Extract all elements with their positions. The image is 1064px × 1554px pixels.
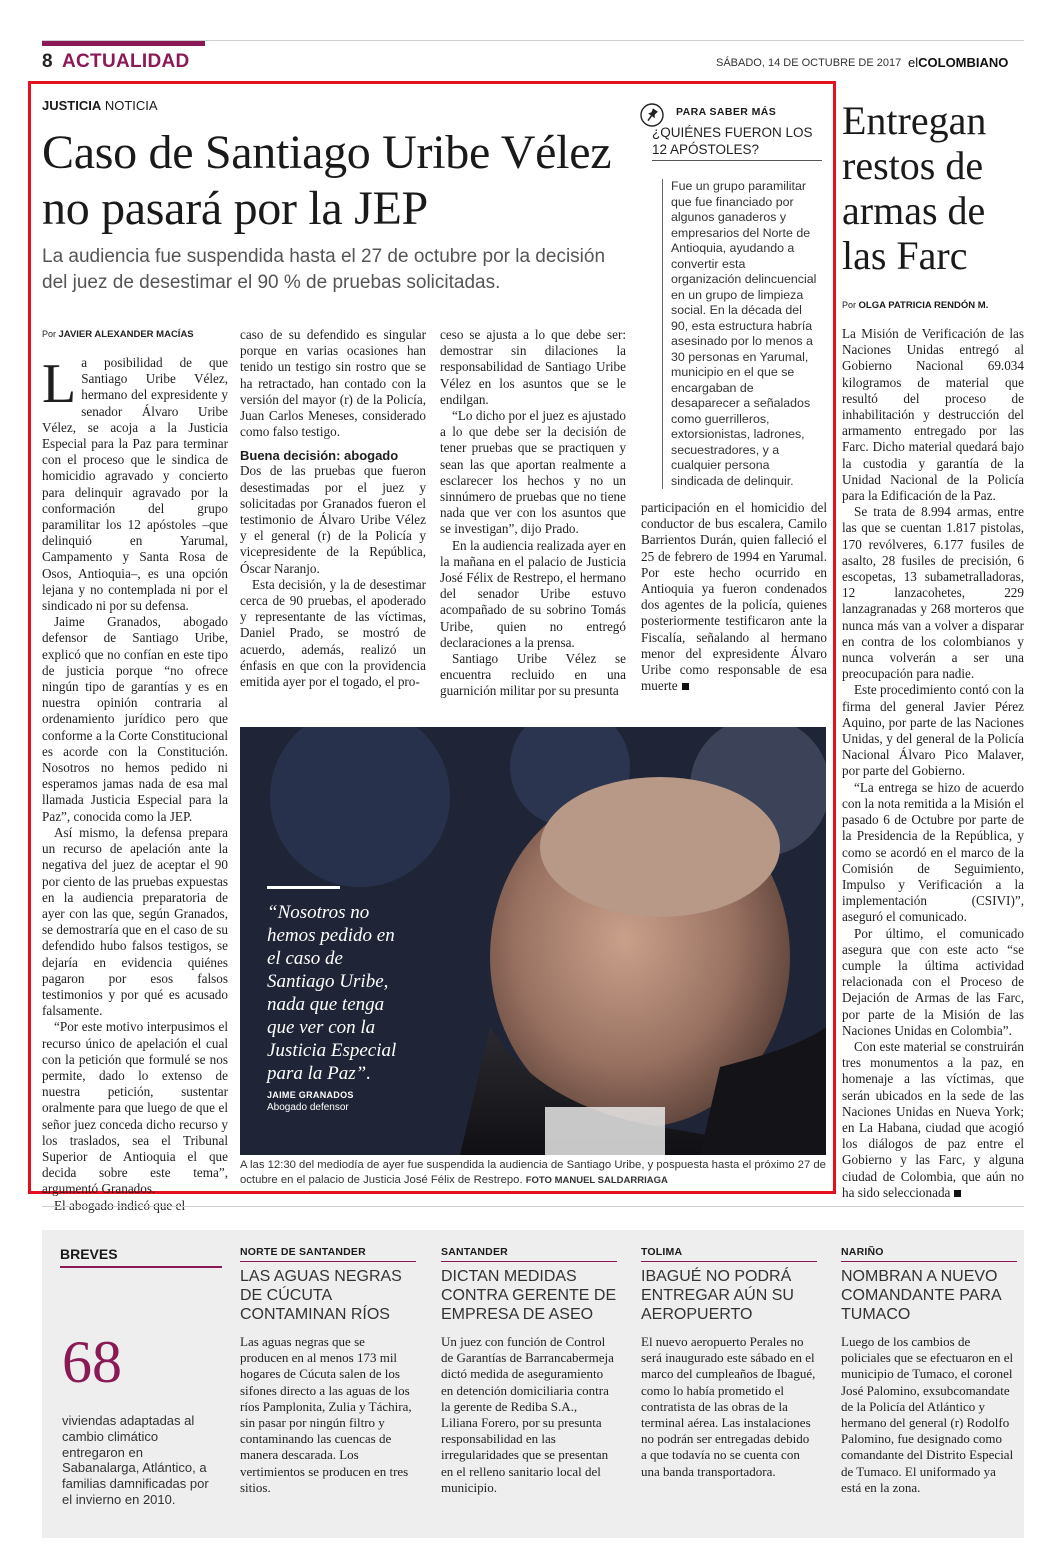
brief-item <box>641 1246 817 1480</box>
paragraph: La Misión de Verificación de las Naciones Unidas entregó al Gobierno Nacional 69.034 kilogramos de material que resultó del proceso de inhabilitación y destrucción del armamento entregado por las Farc. Dicho material quedará bajo la custodia y garantía de la Unidad Nacional de la Policía para la Edificación de la Paz. <box>842 326 1024 504</box>
main-dek: La audiencia fue suspendida hasta el 27 de octubre por la decisión del juez de desestimar el 90 % de pruebas solicitadas. <box>42 246 606 293</box>
paragraph: Con este material se construirán tres monumentos a la paz, en homenaje a las víctimas, que serán ubicados en la sede de las Naciones Unidas en Nueva York; en La Habana, ciudad que acogió los diálogos de paz entre el Gobierno y las Farc, y alguna ciudad de Colombia, que aún no ha sido seleccionada <box>842 1038 1024 1200</box>
article-column-4 <box>641 500 827 694</box>
quote-rule <box>267 886 340 889</box>
brief-headline: NOMBRAN A NUEVO COMANDANTE PARA TUMACO <box>841 1268 1001 1323</box>
brief-headline: LAS AGUAS NEGRAS DE CÚCUTA CONTAMINAN RÍOS <box>240 1268 402 1323</box>
paragraph: Dos de las pruebas que fueron desestimadas por el juez y solicitadas por Granados fueron el testimonio de Álvaro Uribe Vélez y el general (r) de la Policía y vicepresidente de la República, Óscar Naranjo. <box>240 463 426 576</box>
paragraph: ceso se ajusta a lo que debe ser: demostrar sin dilaciones la responsabilidad de Santiago Uribe Vélez en los asuntos que se le endilgan. <box>440 327 626 407</box>
quote-attribution-role: Abogado defensor <box>267 1102 349 1113</box>
kicker-bold: JUSTICIA <box>42 98 102 113</box>
brief-item <box>240 1246 416 1496</box>
paragraph: participación en el homicidio del conductor de bus escalera, Camilo Barrientos Durán, quien falleció el 25 de febrero de 1994 en Yarumal. Por este hecho ocurrido en Antioquia ya fueron condenados dos agentes de la policía, quienes posteriormente testificaron ante la Fiscalía, señalando al hermano menor del expresidente Álvaro Uribe como responsable de esa muerte <box>641 500 827 694</box>
kicker-rest: NOTICIA <box>101 98 158 113</box>
byline-author: OLGA PATRICIA RENDÓN M. <box>858 300 989 311</box>
breves-stat-text: viviendas adaptadas al cambio climático entregaron en Sabanalarga, Atlántico, a familias damnificadas por el invierno en 2010. <box>62 1413 209 1507</box>
brief-region: NARIÑO <box>841 1246 1017 1262</box>
story-kicker <box>42 98 158 113</box>
section-divider <box>42 1206 1024 1207</box>
caption-text: A las 12:30 del mediodía de ayer fue suspendida la audiencia de Santiago Uribe, y pospuesta hasta el próximo 27 de octubre en el palacio de Justicia José Félix de Restrepo. <box>240 1159 826 1186</box>
issue-date: SÁBADO, 14 DE OCTUBRE DE 2017 <box>716 57 902 69</box>
byline-prefix: Por <box>842 300 859 310</box>
brief-region: TOLIMA <box>641 1246 817 1262</box>
paragraph: Así mismo, la defensa prepara un recurso de apelación ante la negativa del juez de aceptar el 90 por ciento de las pruebas expuestas en la audiencia preparatoria de ayer con las que, según Granados, se demostraría que en el caso de su defendido hubo falsos testigos, se dejaría en evidencia quiénes pagaron por esos falsos testimonios y por qué es acusado falsamente. <box>42 824 228 1019</box>
sidebar-question: ¿QUIÉNES FUERON LOS 12 APÓSTOLES? <box>652 124 822 161</box>
brief-body: El nuevo aeropuerto Perales no será inaugurado este sábado en el marco del cumpleaños de Ibagué, como lo había prometido el contratista de las obras de la terminal aérea. Las instalaciones no podrán ser entregadas debido a que todavía no se cuenta con una banda transportadora. <box>641 1334 816 1479</box>
paragraph: Este procedimiento contó con la firma del general Javier Pérez Aquino, por parte de las Naciones Unidas, y del general de la Policía Nacional Álvaro Pico Malaver, por parte del Gobierno. <box>842 682 1024 779</box>
secondary-byline <box>842 300 988 311</box>
sidebar-body: Fue un grupo paramilitar que fue financiado por algunos ganaderos y empresarios del Norte de Antioquia, ayudando a convertir esta organización delincuencial en un grupo de limpieza social. En la década del 90, esta estructura habría asesinado por lo menos a 30 personas en Yarumal, municipio en el que se encargaban de desaparecer a señalados como guerrilleros, extorsionistas, ladrones, secuestradores, y a cualquier persona sindicada de delinquir. <box>662 179 818 489</box>
masthead-prefix: el <box>908 55 919 70</box>
paragraph: Esta decisión, y la de desestimar cerca de 90 pruebas, el apoderado y representante de las víctimas, Daniel Prado, se mostró de acuerdo, además, realizó un énfasis en que con la providencia emitida ayer por el togado, el pro- <box>240 576 426 690</box>
brief-body: Las aguas negras que se producen en al menos 173 mil hogares de Cúcuta salen de los sifones directo a las aguas de los ríos Pamplonita, Zulia y Táchira, sin pasar por ningún filtro y contaminando las cuencas de manera descarada. Los vertimientos se producen en tres sitios. <box>240 1334 412 1495</box>
main-headline: Caso de Santiago Uribe Vélez no pasará por la JEP <box>42 126 612 235</box>
masthead-logo <box>908 55 1008 70</box>
article-column-2 <box>240 327 426 690</box>
quote-attribution-name: JAIME GRANADOS <box>267 1090 354 1100</box>
sidebar-label: PARA SABER MÁS <box>676 106 777 118</box>
breves-label: BREVES <box>60 1246 118 1262</box>
paragraph: “Lo dicho por el juez es ajustado a lo que debe ser la decisión de tener pruebas que se practiquen y sean las que aportan realmente a esclarecer los hechos y no un sinnúmero de pruebas que no tiene nada que ver con los asuntos que se investigan”, dijo Prado. <box>440 408 626 537</box>
article-column-1 <box>42 355 228 1214</box>
secondary-article-body <box>842 326 1024 1201</box>
byline-author: JAVIER ALEXANDER MACÍAS <box>58 329 194 340</box>
drop-cap: L <box>42 353 77 415</box>
brief-item <box>441 1246 617 1496</box>
brief-region: NORTE DE SANTANDER <box>240 1246 416 1262</box>
paragraph: Por último, el comunicado asegura que con este acto “se cumple la última actividad relacionada con el Proceso de Dejación de Armas de las Farc, por parte de la Misión de las Naciones Unidas en Colombia”. <box>842 925 1024 1038</box>
secondary-headline: Entregan restos de armas de las Farc <box>842 98 987 278</box>
paragraph: “La entrega se hizo de acuerdo con la nota remitida a la Misión el pasado 6 de Octubre por parte de la Presidencia de la República, y como se acordó en el marco de la Comisión de Seguimiento, Impulso y Verificación a la implementación (CSIVI)”, aseguró el comunicado. <box>842 779 1024 925</box>
brief-headline: IBAGUÉ NO PODRÁ ENTREGAR AÚN SU AEROPUERTO <box>641 1268 794 1323</box>
end-mark <box>682 683 689 690</box>
pull-quote: “Nosotros no hemos pedido en el caso de Santiago Uribe, nada que tenga que ver con la Justicia Especial para la Paz”. <box>267 902 397 1084</box>
photo-credit: FOTO MANUEL SALDARRIAGA <box>525 1175 668 1186</box>
paragraph: caso de su defendido es singular porque en varias ocasiones han tenido un testigo sin rostro que se ha retractado, han contado con la versión del mayor (r) de la Policía, Juan Carlos Meneses, considerado como falso testigo. <box>240 327 426 440</box>
breves-rule <box>60 1266 222 1268</box>
brief-region: SANTANDER <box>441 1246 617 1262</box>
brief-body: Luego de los cambios de policiales que se efectuaron en el municipio de Tumaco, el coronel José Palomino, exsubcomandate de la Policía del Atlántico y hermano del general (r) Rodolfo Palomino, fue designado como comandante del Distrito Especial de Tumaco. El uniformado ya está en la zona. <box>841 1334 1014 1495</box>
paragraph: a posibilidad de que Santiago Uribe Vélez, hermano del expresidente y senador Álvaro Uribe Vélez, se acoja a la Justicia Especial para la Paz para terminar con el proceso que le sindica de homicidio agravado y concierto para delinquir agravado por la conformación del grupo paramilitar los 12 apóstoles –que delinquió en Yarumal, Campamento y Santa Rosa de Osos, Antioquia–, es una opción lejana y no contemplada ni por el sindicado ni por su defensa. <box>42 355 228 614</box>
brief-body: Un juez con función de Control de Garantías de Barrancabermeja dictó medida de aseguramiento en detención domiciliaria contra la gerente de Rediba S.A., Liliana Forero, por su presunta responsabilidad en las irregularidades que se presentan en el relleno sanitario local del municipio. <box>441 1334 614 1495</box>
paragraph: Santiago Uribe Vélez se encuentra recluido en una guarnición militar por su presunta <box>440 651 626 699</box>
paragraph: Se trata de 8.994 armas, entre las que se cuentan 1.817 pistolas, 170 revólveres, 6.177 fusiles de asalto, 28 fusiles de precisión, 6 escopetas, 13 subametralladoras, 12 lanzacohetes, 229 lanzagranadas y 268 morteros que nunca más van a volver a disparar en contra de los colombianos y nunca volverán a ser una preocupación para nadie. <box>842 504 1024 682</box>
masthead-name: COLOMBIANO <box>918 55 1009 70</box>
main-byline <box>42 329 194 340</box>
byline-prefix: Por <box>42 329 59 339</box>
end-mark <box>954 1190 961 1197</box>
brief-item <box>841 1246 1017 1496</box>
paragraph: Jaime Granados, abogado defensor de Santiago Uribe, explicó que no confían en este tipo de justicia porque “no ofrece ningún tipo de garantías y es en nuestra opinión contraria al ordenamiento jurídico pero que conforme a la Corte Constitucional es acorde con la Constitución. Nosotros no hemos pedido ni esperamos jamas nada de esa mal llamada Justicia Especial para la Paz”, conocida como la JEP. <box>42 614 228 824</box>
article-column-3 <box>440 327 626 700</box>
subheading: Buena decisión: abogado <box>240 448 399 464</box>
paragraph: “Por este motivo interpusimos el recurso único de apelación el cual con la petición que formulé se nos permite, dado lo extenso de nuestra petición, sustentar oralmente para que luego de que el señor juez conceda dicho recurso y los traslados, sea el Tribunal Superior de Antioquia el que decida sobre este tema”, argumentó Granados. <box>42 1019 228 1197</box>
page-number: 8 <box>42 51 53 72</box>
breves-stat-number: 68 <box>62 1329 122 1395</box>
section-color-bar <box>42 41 205 46</box>
section-name: ACTUALIDAD <box>62 51 190 72</box>
photo-caption <box>240 1158 826 1188</box>
brief-headline: DICTAN MEDIDAS CONTRA GERENTE DE EMPRESA DE ASEO <box>441 1268 617 1323</box>
paragraph: En la audiencia realizada ayer en la mañana en el palacio de Justicia José Félix de Restrepo, el hermano del senador Uribe estuvo acompañado de su sobrino Tomás Uribe, quien no entregó declaraciones a la prensa. <box>440 537 626 650</box>
